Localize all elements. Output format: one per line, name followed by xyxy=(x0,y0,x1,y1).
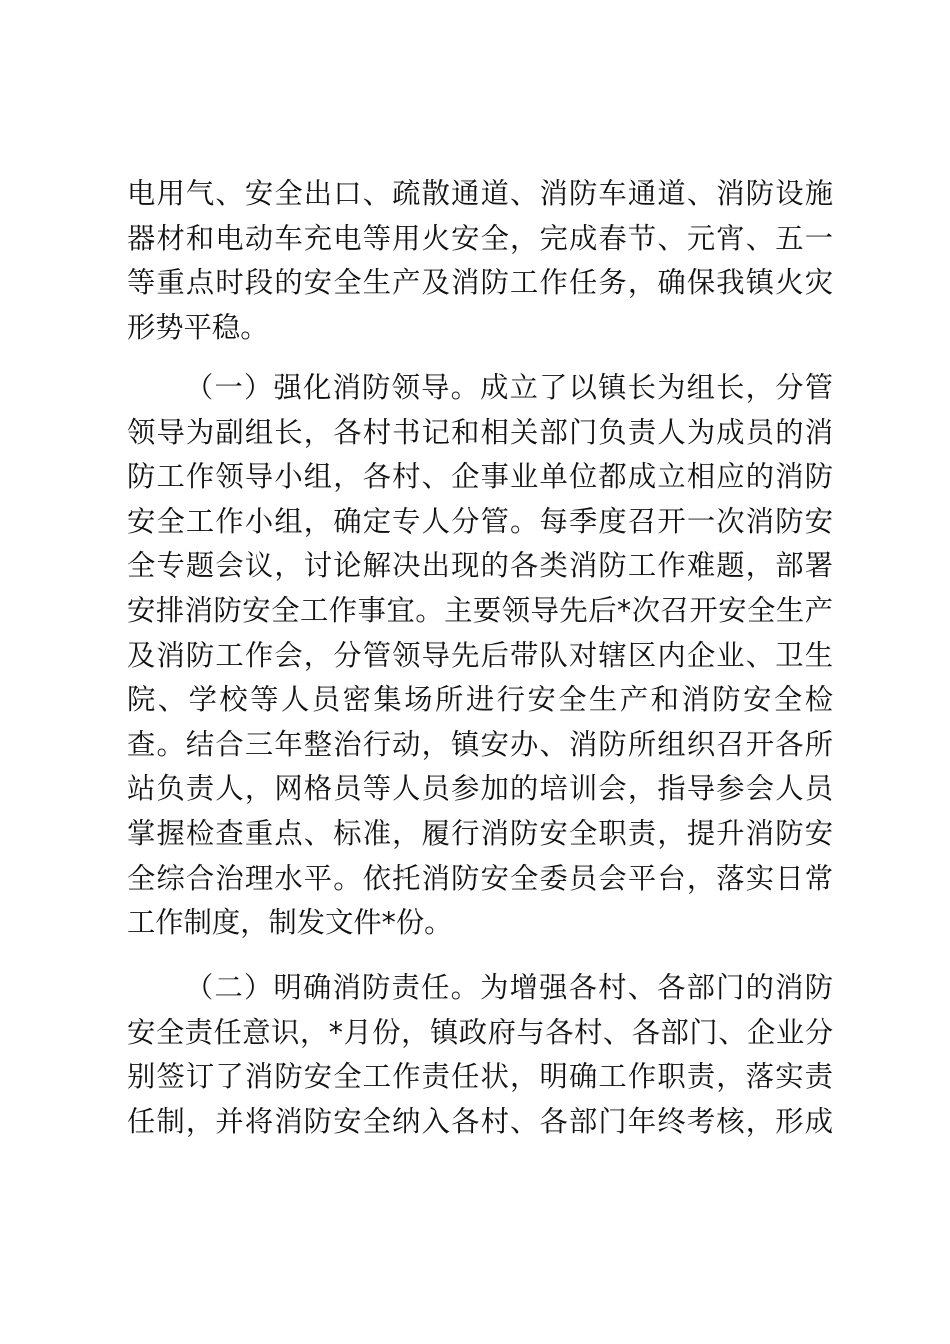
text-line: 安全工作小组，确定专人分管。每季度召开一次消防安 xyxy=(127,504,833,538)
text-line: 站负责人，网格员等人员参加的培训会，指导参会人员 xyxy=(127,772,833,806)
text-line: 及消防工作会，分管领导先后带队对辖区内企业、卫生 xyxy=(127,638,833,672)
text-line: 全专题会议，讨论解决出现的各类消防工作难题，部署 xyxy=(127,549,833,583)
text-line: 器材和电动车充电等用火安全，完成春节、元宵、五一 xyxy=(127,221,833,255)
paragraph-fire-responsibility xyxy=(127,966,833,1144)
text-line: 防工作领导小组，各村、企事业单位都成立相应的消防 xyxy=(127,460,833,494)
text-line: 别签订了消防安全工作责任状，明确工作职责，落实责 xyxy=(127,1060,833,1094)
text-line: 工作制度，制发文件*份。 xyxy=(127,906,453,940)
text-line: 形势平稳。 xyxy=(127,310,269,344)
text-line: （二）明确消防责任。为增强各村、各部门的消防 xyxy=(185,971,833,1004)
text-line: 电用气、安全出口、疏散通道、消防车通道、消防设施 xyxy=(127,177,833,210)
text-line: 领导为副组长，各村书记和相关部门负责人为成员的消 xyxy=(127,415,833,449)
text-line: 全综合治理水平。依托消防安全委员会平台，落实日常 xyxy=(127,861,833,895)
text-line: 安全责任意识，*月份，镇政府与各村、各部门、企业分 xyxy=(127,1015,833,1049)
paragraph-fire-leadership xyxy=(127,366,833,946)
text-line: （一）强化消防领导。成立了以镇长为组长，分管 xyxy=(185,371,833,404)
text-line: 院、学校等人员密集场所进行安全生产和消防安全检 xyxy=(127,683,833,717)
text-line: 掌握检查重点、标准，履行消防安全职责，提升消防安 xyxy=(127,816,833,850)
text-line: 任制，并将消防安全纳入各村、各部门年终考核，形成 xyxy=(127,1104,833,1138)
text-line: 查。结合三年整治行动，镇安办、消防所组织召开各所 xyxy=(127,727,833,761)
paragraph-intro xyxy=(127,172,833,350)
text-line: 安排消防安全工作事宜。主要领导先后*次召开安全生产 xyxy=(127,593,833,627)
text-line: 等重点时段的安全生产及消防工作任务，确保我镇火灾 xyxy=(127,266,833,300)
